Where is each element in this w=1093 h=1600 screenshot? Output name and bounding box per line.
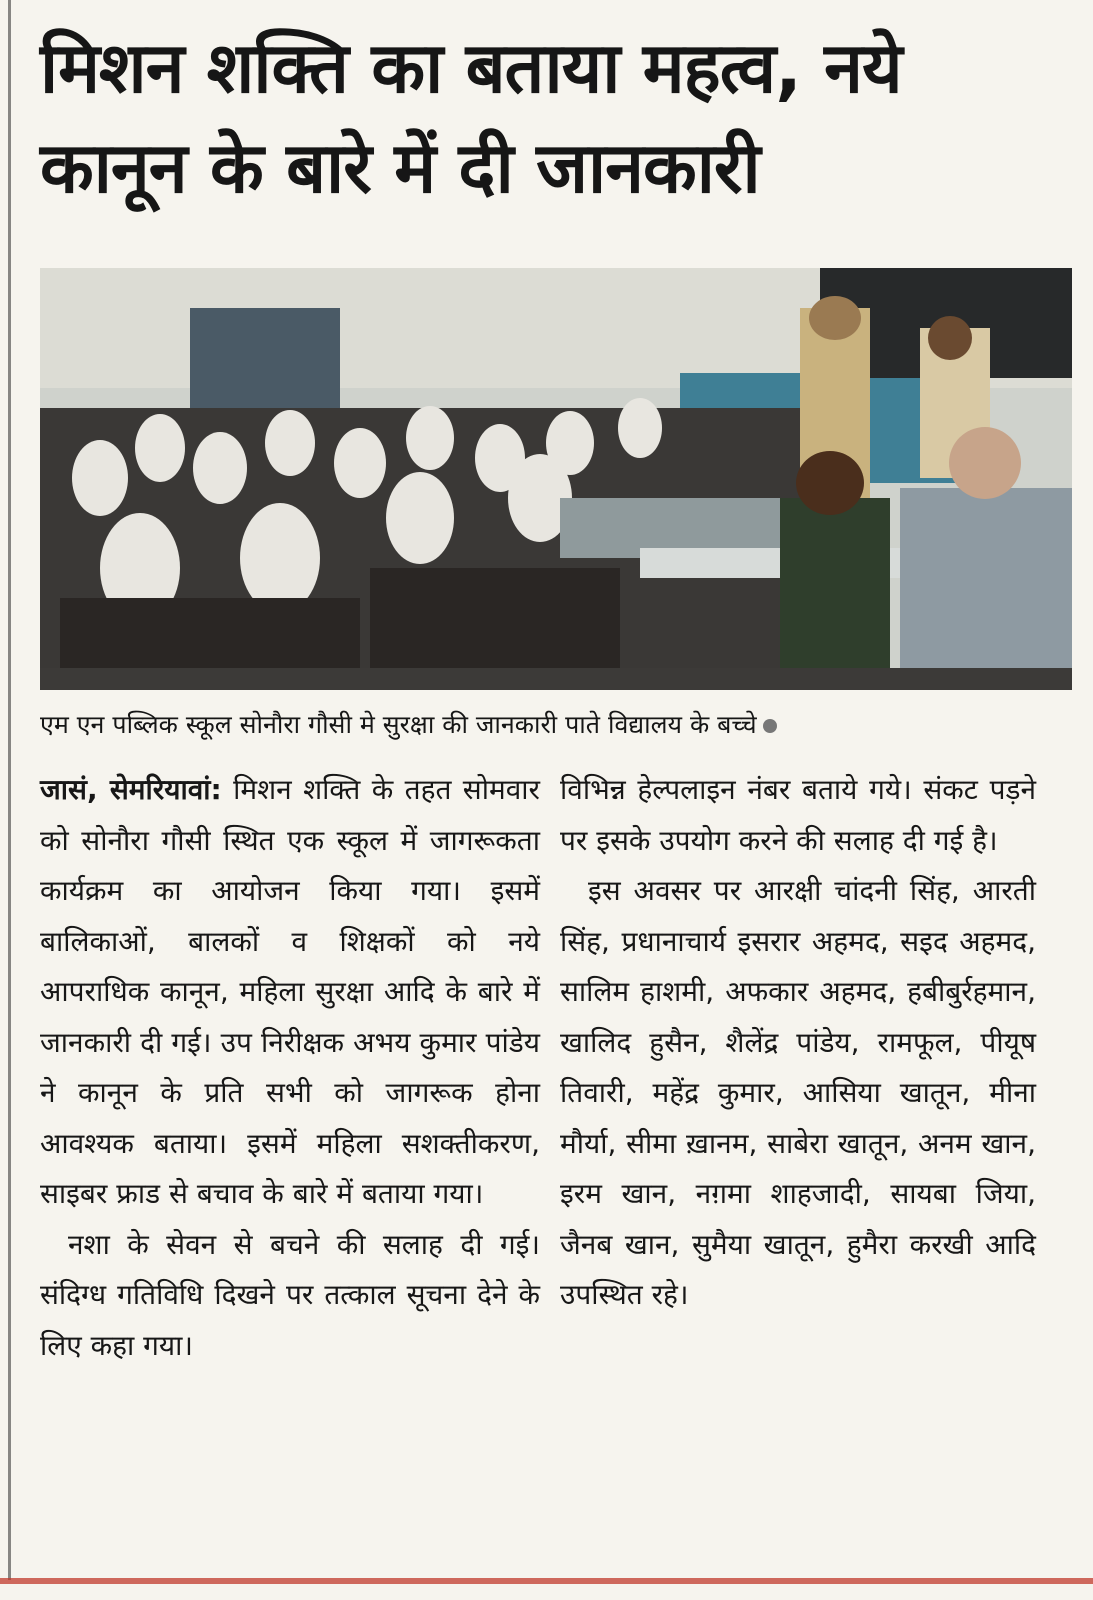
headline: मिशन शक्ति का बताया महत्व, नये कानून के बारे में दी जानकारी [40,27,902,209]
article-paragraph-2-part-2: विभिन्न हेल्पलाइन नंबर बताये गये। संकट पड़ने पर इसके उपयोग करने की सलाह दी गई है। [560,773,1036,857]
caption-bullet-icon [763,719,777,733]
article-column-right [560,765,1036,1321]
article-column-left [40,765,540,1371]
article-paragraph-2-part-1: नशा के सेवन से बचने की सलाह दी गई। संदिग्ध गतिविधि दिखने पर तत्काल सूचना देने के लिए कहा गया। [40,1227,540,1362]
bottom-rule [0,1578,1093,1584]
article-dateline: जासं, सेमरियावां: [40,773,222,806]
article-paragraph-1 [40,765,540,1220]
article-paragraph-3: इस अवसर पर आरक्षी चांदनी सिंह, आरती सिंह, प्रधानाचार्य इसरार अहमद, सइद अहमद, सालिम हाशमी, अफकार अहमद, हबीबुर्रहमान, खालिद हुसैन, शैलेंद्र पांडेय, रामफूल, पीयूष तिवारी, महेंद्र कुमार, आसिया खातून, मीना मौर्या, सीमा ख़ानम, साबेरा खातून, अनम खान, इरम खान, नग़मा शाहजादी, सायबा जिया, जैनब खान, सुमैया खातून, हुमैरा करखी आदि उपस्थित रहे। [560,874,1036,1311]
photo-caption-text: एम एन पब्लिक स्कूल सोनौरा गौसी मे सुरक्षा की जानकारी पाते विद्यालय के बच्चे [40,710,757,739]
article-paragraph-1-text: मिशन शक्ति के तहत सोमवार को सोनौरा गौसी स्थित एक स्कूल में जागरूकता कार्यक्रम का आयोजन किया गया। इसमें बालिकाओं, बालकों व शिक्षकों को नये आपराधिक कानून, महिला सुरक्षा आदि के बारे में जानकारी दी गई। उप निरीक्षक अभय कुमार पांडेय ने कानून के प्रति सभी को जागरूक होना आवश्यक बताया। इसमें महिला सशक्तीकरण, साइबर फ्राड से बचाव के बारे में बताया गया। [40,773,540,1210]
photo-caption [40,705,1070,745]
column-divider-rule [8,0,11,1580]
news-photo [40,268,1072,690]
